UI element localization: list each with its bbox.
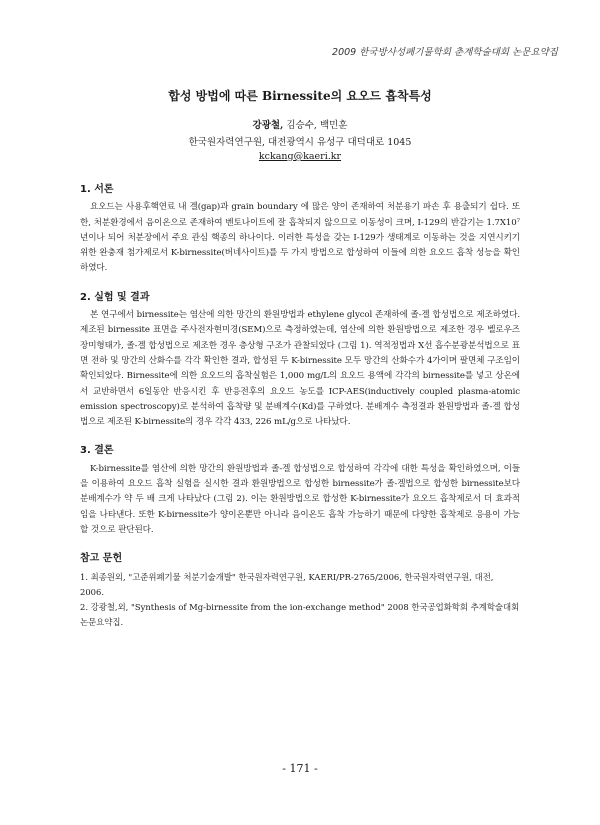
reference-item: 2. 강광철,외, "Synthesis of Mg-birnessite from the ion-exchange method" 2008 한국공업화학회 추계학술대회 논문요약집.	[80, 601, 520, 627]
running-header: 2009 한국방사성폐기물학회 춘계학술대회 논문요약집	[332, 47, 558, 58]
section-introduction	[80, 182, 520, 277]
section-references	[80, 551, 520, 629]
affiliation: 한국원자력연구원, 대전광역시 유성구 대덕대로 1045	[188, 137, 412, 148]
author-list	[0, 117, 600, 131]
section-heading: 3. 결론	[80, 445, 114, 457]
section-heading: 참고 문헌	[80, 553, 123, 565]
reference-item: 1. 최종원외, "고준위폐기물 처분기술개발" 한국원자력연구원, KAERI/PR-2765/2006, 한국원자력연구원, 대전, 2006.	[80, 571, 494, 597]
co-authors: 김승수, 백민훈	[283, 120, 348, 131]
section-experiment	[80, 290, 520, 431]
paper-body	[80, 182, 520, 643]
section-heading: 2. 실험 및 결과	[80, 291, 150, 303]
paper-title: 합성 방법에 따른 Birnessite의 요오드 흡착특성	[168, 89, 432, 103]
section-heading: 1. 서론	[80, 184, 114, 195]
section-paragraph: 요오드는 사용후핵연료 내 겔(gap)과 grain boundary 에 많은 양이 존재하여 처분용기 파손 후 용출되기 쉽다. 또한, 처분환경에서 음이온으로 존재하여 벤토나이트에 잘 흡착되지 않으므로 이동성이 크며, I-129의 반감기는 1.7X10⁷년이나 되어 처분장에서 주요 관심 핵종의 하나이다. 이러한 특성을 갖는 I-129가 생태계로 이동하는 것을 지연시키기 위한 완충재 첨가제로서 K-birnessite(버네사이트)를 두 가지 방법으로 합성하여 이들에 의한 요오드 흡착 성능을 확인하였다.	[80, 202, 520, 274]
section-paragraph: K-birnessite를 염산에 의한 망간의 환원방법과 졸-겔 합성법으로 합성하여 각각에 대한 특성을 확인하였으며, 이들을 이용하여 요오드 흡착 실험을 실시한 결과 환원방법으로 합성한 birnessite가 졸-겔법으로 합성한 birnessite보다 분배계수가 약 두 배 크게 나타났다 (그림 2). 이는 환원방법으로 합성한 K-birnessite가 요오드 흡착제로서 더 효과적임을 나타낸다. 또한 K-birnessite가 양이온뿐만 아니라 음이온도 흡착 가능하기 때문에 다양한 흡착제로 응용이 가능할 것으로 판단된다.	[80, 463, 520, 535]
section-conclusion	[80, 443, 520, 538]
corresponding-author: 강광철,	[252, 120, 284, 131]
author-email[interactable]: kckang@kaeri.kr	[258, 151, 342, 162]
section-paragraph: 본 연구에서 birnessite는 염산에 의한 망간의 환원방법과 ethylene glycol 존재하에 졸-겔 합성법으로 제조하였다. 제조된 birnessite 표면을 주사전자현미경(SEM)으로 측정하였는데, 염산에 의한 환원방법으로 제조한 경우 벨로우즈 장미형태가, 졸-겔 합성법으로 제조한 경우 층상형 구조가 관찰되었다 (그림 1). 역적정법과 X선 흡수분광분석법으로 표면 전하 및 망간의 산화수를 각각 확인한 결과, 합성된 두 K-birnessite 모두 망간의 산화수가 4가이며 팔면체 구조임이 확인되었다. Birnessite에 의한 요오드의 흡착실험은 1,000 mg/L의 요오드 용액에 각각의 birnessite를 넣고 상온에서 교반하면서 6일동안 반응시킨 후 반응전후의 요오드 농도를 ICP-AES(inductively coupled plasma-atomic emission spectroscopy)로 분석하여 흡착량 및 분배계수(Kd)를 구하였다. 분배계수 측정결과 환원방법과 졸-겔 합성법으로 제조된 K-birnessite의 경우 각각 433, 226 mL/g으로 나타났다.	[80, 310, 520, 428]
page-number: - 171 -	[282, 762, 318, 775]
